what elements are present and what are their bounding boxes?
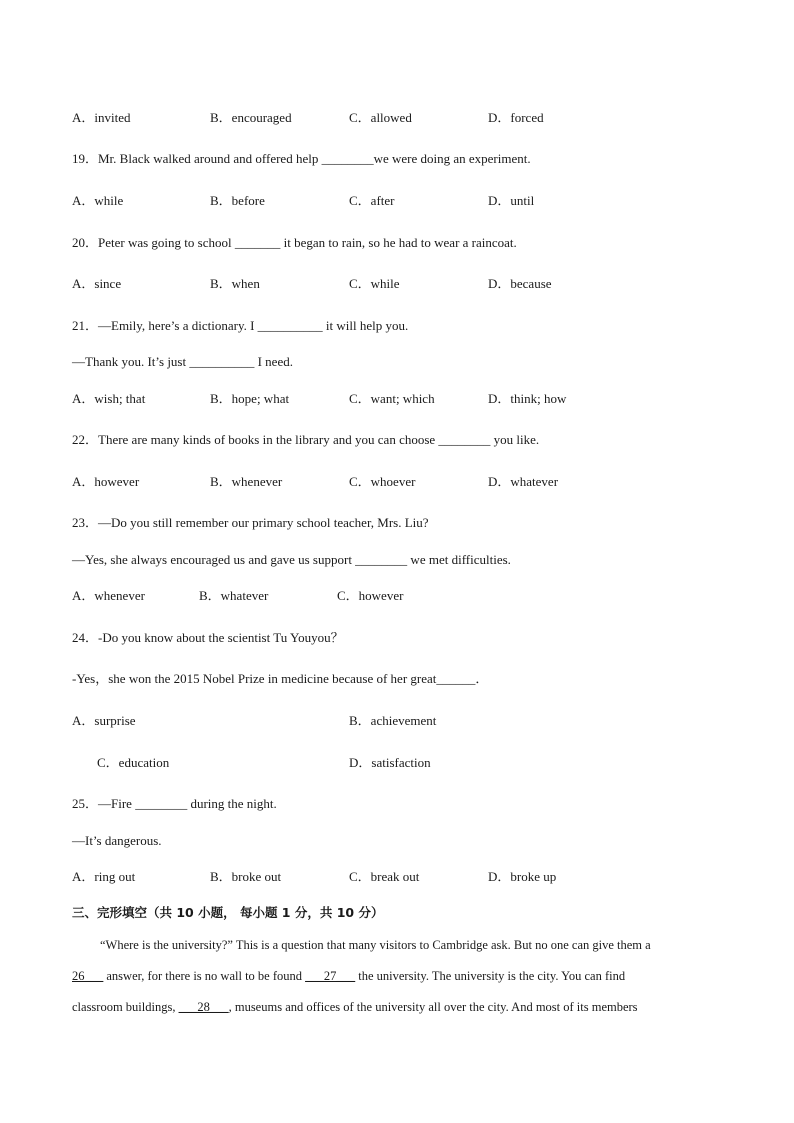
q25-option-c: C．break out (349, 869, 420, 884)
q19-option-a: A．while (72, 193, 124, 208)
cloze-line-2 (72, 967, 722, 985)
question-24: 24．-Do you know about the scientist Tu Youyou？ (72, 630, 344, 645)
q21-option-b: B．hope; what (210, 391, 290, 406)
section-3-heading: 三、完形填空（共 10 小题， 每小题 1 分，共 10 分） (72, 905, 384, 920)
option-d: D．forced (488, 110, 544, 125)
question-20: 20．Peter was going to school _______ it began to rain, so he had to wear a raincoat. (72, 235, 517, 250)
cloze-line-3 (72, 998, 722, 1016)
q25-option-d: D．broke up (488, 869, 557, 884)
cloze-text: answer, for there is no wall to be found (103, 969, 306, 983)
q20-option-c: C．while (349, 276, 400, 291)
question-25: 25．—Fire ________ during the night. (72, 796, 277, 811)
q24-option-c: C．education (97, 755, 170, 770)
question-24-reply: -Yes，she won the 2015 Nobel Prize in medicine because of her great______． (72, 671, 489, 686)
cloze-text: , museums and offices of the university all over the city. And most of its members (228, 1000, 638, 1014)
blank-26: 26___ (72, 969, 104, 983)
cloze-text: the university. The university is the city. You can find (355, 969, 626, 983)
question-21-reply: —Thank you. It’s just __________ I need. (72, 354, 293, 369)
question-19: 19．Mr. Black walked around and offered help ________we were doing an experiment. (72, 151, 531, 166)
q19-option-c: C．after (349, 193, 395, 208)
blank-27: ___27___ (305, 969, 356, 983)
question-23: 23．—Do you still remember our primary school teacher, Mrs. Liu? (72, 515, 429, 530)
q24-option-b: B．achievement (349, 713, 437, 728)
option-c: C．allowed (349, 110, 412, 125)
cloze-text: classroom buildings, (72, 1000, 179, 1014)
q23-option-b: B．whatever (199, 588, 269, 603)
option-b: B．encouraged (210, 110, 292, 125)
q23-option-c: C．however (337, 588, 404, 603)
q24-option-d: D．satisfaction (349, 755, 431, 770)
q22-option-c: C．whoever (349, 474, 416, 489)
question-25-reply: —It’s dangerous. (72, 833, 162, 848)
blank-28: ___28___ (178, 1000, 229, 1014)
question-21: 21．—Emily, here’s a dictionary. I __________ it will help you. (72, 318, 409, 333)
q21-option-d: D．think; how (488, 391, 567, 406)
q22-option-b: B．whenever (210, 474, 283, 489)
question-22: 22．There are many kinds of books in the library and you can choose ________ you like. (72, 432, 540, 447)
cloze-line-1: “Where is the university?” This is a question that many visitors to Cambridge ask. But no one can give them a (100, 938, 651, 952)
q22-option-d: D．whatever (488, 474, 559, 489)
q25-option-b: B．broke out (210, 869, 282, 884)
q20-option-a: A．since (72, 276, 122, 291)
q19-option-b: B．before (210, 193, 265, 208)
q24-option-a: A．surprise (72, 713, 136, 728)
q25-option-a: A．ring out (72, 869, 136, 884)
q19-option-d: D．until (488, 193, 535, 208)
q22-option-a: A．however (72, 474, 140, 489)
q23-option-a: A．whenever (72, 588, 145, 603)
q20-option-b: B．when (210, 276, 260, 291)
option-a: A．invited (72, 110, 131, 125)
q20-option-d: D．because (488, 276, 552, 291)
question-23-reply: —Yes, she always encouraged us and gave us support ________ we met difficulties. (72, 552, 511, 567)
q21-option-a: A．wish; that (72, 391, 146, 406)
q21-option-c: C．want; which (349, 391, 435, 406)
